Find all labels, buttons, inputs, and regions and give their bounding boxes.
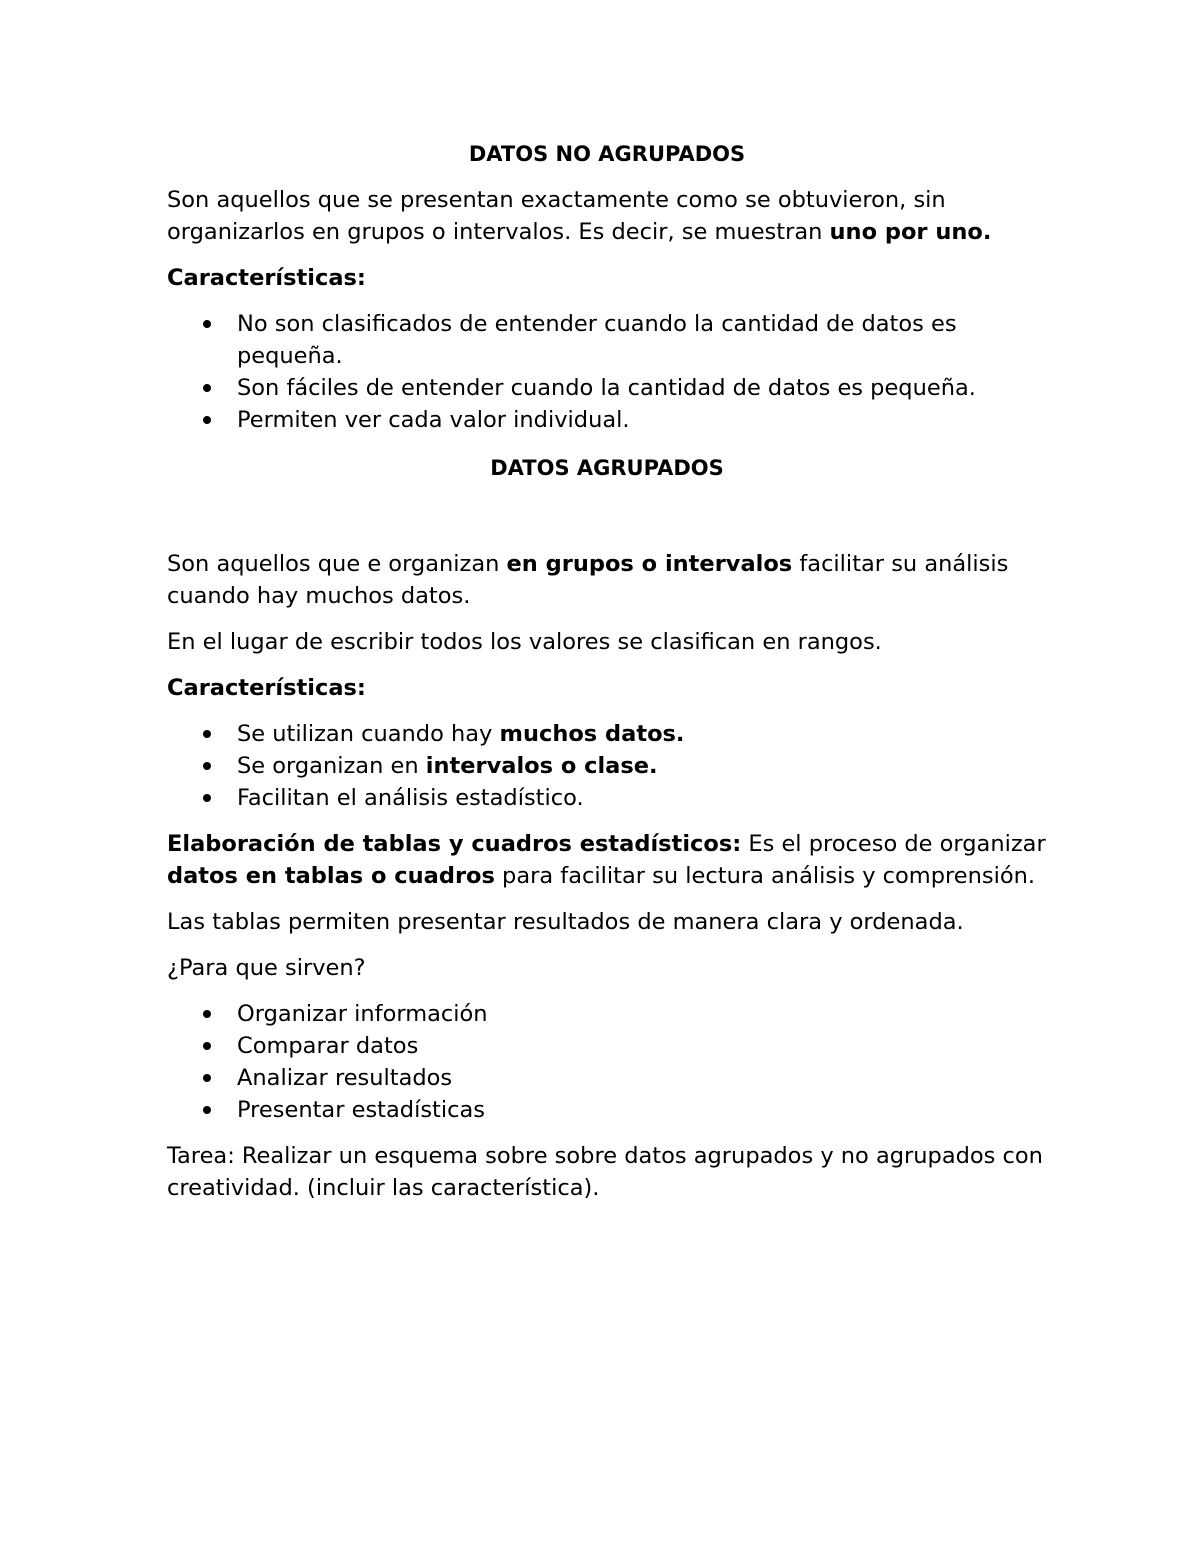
characteristics-label-text: Características: [167,265,366,291]
question-para-que-sirven: ¿Para que sirven? [167,955,366,981]
list-item-bold: muchos datos. [499,721,685,747]
elaboracion-text-end: para facilitar su lectura análisis y comprensión. [494,863,1036,889]
elaboracion-lead: Elaboración de tablas y cuadros estadísticos: [167,831,742,857]
list-item [167,750,1047,782]
list-item-text: Se utilizan cuando hay [237,721,500,747]
intro-bold: uno por uno. [829,219,992,245]
list-item [167,372,1047,404]
bullet-icon [203,1010,211,1018]
characteristics-list-1 [167,308,1047,436]
list-item [167,1030,1047,1062]
intro-text: Son aquellos que se presentan exactamente como se obtuvieron, sin organizarlos en grupos o intervalos. Es decir, se muestran [167,187,946,245]
intro-text: Son aquellos que e organizan [167,551,507,577]
intro-text-end: facilitar su análisis cuando hay muchos datos. [167,551,1009,609]
list-item-text: Facilitan el análisis estadístico. [237,785,584,811]
list-item-text: Analizar resultados [237,1065,453,1091]
bullet-icon [203,1042,211,1050]
bullet-icon [203,384,211,392]
document-page [167,138,1047,1218]
intro-bold: en grupos o intervalos [506,551,793,577]
list-item [167,1062,1047,1094]
list-item-text: Son fáciles de entender cuando la cantidad de datos es pequeña. [237,375,976,401]
paragraph-rangos: En el lugar de escribir todos los valores se clasifican en rangos. [167,629,882,655]
title-datos-no-agrupados: DATOS NO AGRUPADOS [468,142,746,166]
uses-list [167,998,1047,1126]
list-item-bold: intervalos o clase. [425,753,658,779]
list-item [167,998,1047,1030]
paragraph-elaboracion [167,828,1047,892]
bullet-icon [203,730,211,738]
list-item [167,1094,1047,1126]
intro-datos-agrupados [167,548,1047,612]
list-item-text: Comparar datos [237,1033,419,1059]
characteristics-list-2 [167,718,1047,814]
list-item [167,782,1047,814]
bullet-icon [203,416,211,424]
title-datos-agrupados: DATOS AGRUPADOS [490,456,724,480]
elaboracion-bold: datos en tablas o cuadros [167,863,495,889]
intro-datos-no-agrupados [167,184,1047,248]
characteristics-label-2 [167,672,1047,704]
list-item-text: Organizar información [237,1001,488,1027]
list-item [167,718,1047,750]
bullet-icon [203,762,211,770]
characteristics-label-text: Características: [167,675,366,701]
list-item-text: Presentar estadísticas [237,1097,485,1123]
bullet-icon [203,794,211,802]
list-item-text: No son clasificados de entender cuando la cantidad de datos es pequeña. [237,311,957,369]
list-item-text: Se organizan en [237,753,426,779]
paragraph-tablas: Las tablas permiten presentar resultados de manera clara y ordenada. [167,909,964,935]
list-item-text: Permiten ver cada valor individual. [237,407,630,433]
elaboracion-text: Es el proceso de organizar [741,831,1046,857]
bullet-icon [203,1074,211,1082]
list-item [167,308,1047,372]
characteristics-label-1 [167,262,1047,294]
bullet-icon [203,320,211,328]
task-paragraph: Tarea: Realizar un esquema sobre sobre datos agrupados y no agrupados con creatividad. (incluir las característica). [167,1143,1043,1201]
bullet-icon [203,1106,211,1114]
list-item [167,404,1047,436]
